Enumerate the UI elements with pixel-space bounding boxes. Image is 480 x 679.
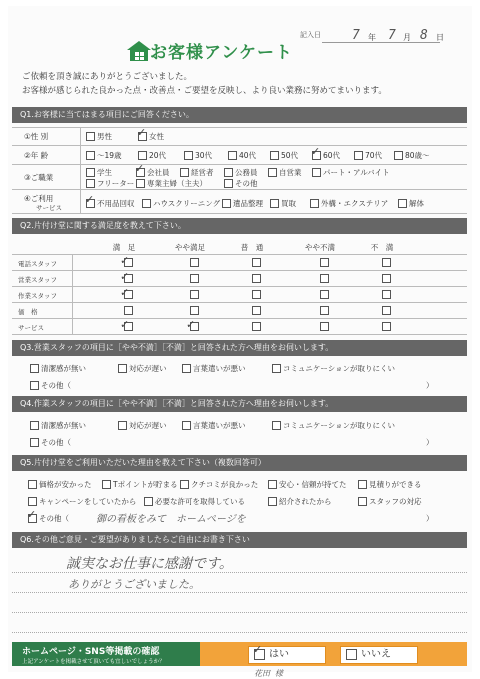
rating-checkbox[interactable] bbox=[190, 290, 199, 299]
q5-other-handwritten: 御の看板をみて ホームページを bbox=[96, 514, 246, 525]
option-service[interactable]: ハウスクリーニング bbox=[142, 198, 220, 209]
q6-comment-line-1: 誠実なお仕事に感謝です。 bbox=[66, 556, 233, 572]
rating-checkbox[interactable] bbox=[190, 306, 199, 315]
divider bbox=[12, 334, 467, 335]
q5-option[interactable]: 紹介されたから bbox=[268, 496, 332, 507]
q5-other[interactable]: その他（ bbox=[28, 513, 69, 524]
house-icon bbox=[126, 40, 152, 62]
q3-header: Q3.営業スタッフの項目に［やや不満］［不満］と回答された方へ理由をお伺いします。 bbox=[12, 340, 467, 356]
date-month-unit: 月 bbox=[403, 33, 411, 42]
divider bbox=[12, 286, 467, 287]
q3-option[interactable]: 対応が遅い bbox=[118, 363, 167, 374]
q2-row-label: 価 格 bbox=[18, 308, 38, 316]
checkbox[interactable] bbox=[30, 364, 39, 373]
option-job[interactable]: パート・アルバイト bbox=[312, 167, 390, 178]
filled-date-label: 記入日 bbox=[300, 31, 321, 39]
column-header: 満 足 bbox=[112, 243, 136, 252]
rating-checkbox[interactable] bbox=[320, 258, 329, 267]
divider bbox=[12, 213, 467, 214]
footer-title: ホームページ・SNS等掲載の確認 bbox=[22, 647, 160, 657]
checkbox[interactable] bbox=[28, 480, 37, 489]
rating-checkbox[interactable] bbox=[252, 258, 261, 267]
q5-option[interactable]: スタッフの対応 bbox=[358, 496, 422, 507]
q6-header: Q6.その他ご意見・ご要望がありましたらご自由にお書き下さい bbox=[12, 532, 467, 548]
column-header: 不 満 bbox=[370, 243, 394, 252]
divider bbox=[12, 592, 467, 593]
checkbox[interactable] bbox=[180, 480, 189, 489]
rating-checkbox[interactable] bbox=[190, 274, 199, 283]
divider bbox=[12, 612, 467, 613]
option-job[interactable]: 会社員 bbox=[136, 167, 170, 178]
rating-checkbox[interactable] bbox=[382, 322, 391, 331]
q6-comment-line-2: ありがとうございました。 bbox=[68, 578, 200, 591]
q1-service-label-2: サービス bbox=[36, 204, 62, 212]
option-job[interactable]: 専業主婦（主夫） bbox=[136, 178, 207, 189]
checkbox[interactable] bbox=[138, 151, 147, 160]
checkbox[interactable] bbox=[224, 179, 233, 188]
q5-close: ） bbox=[426, 514, 434, 523]
option-age[interactable]: 70代 bbox=[354, 150, 382, 161]
q3-option[interactable]: 言葉遣いが悪い bbox=[182, 363, 246, 374]
option-service[interactable]: 買取 bbox=[270, 198, 296, 209]
checkbox[interactable] bbox=[118, 364, 127, 373]
q2-row-label: 営業スタッフ bbox=[18, 276, 57, 284]
option-job[interactable]: その他 bbox=[224, 178, 258, 189]
checkmark-icon: ✓ bbox=[311, 145, 321, 158]
rating-checkbox[interactable] bbox=[320, 274, 329, 283]
checkbox[interactable] bbox=[30, 438, 39, 447]
option-service[interactable]: 遺品整理 bbox=[222, 198, 263, 209]
checkmark-icon: ✓ bbox=[120, 254, 130, 267]
checkbox[interactable] bbox=[28, 497, 37, 506]
option-job[interactable]: 学生 bbox=[86, 167, 112, 178]
footer-answer-panel bbox=[200, 642, 467, 666]
q4-option[interactable]: 対応が遅い bbox=[118, 420, 167, 431]
checkbox[interactable] bbox=[228, 151, 237, 160]
checkbox[interactable] bbox=[180, 168, 189, 177]
rating-checkbox[interactable] bbox=[124, 306, 133, 315]
checkbox[interactable] bbox=[270, 151, 279, 160]
checkbox[interactable] bbox=[30, 381, 39, 390]
consent-no-option[interactable]: いいえ bbox=[340, 646, 418, 664]
checkbox[interactable] bbox=[224, 168, 233, 177]
option-age[interactable]: 50代 bbox=[270, 150, 298, 161]
checkbox[interactable] bbox=[394, 151, 403, 160]
consent-yes-option[interactable]: はい bbox=[248, 646, 326, 664]
q3-option[interactable]: コミュニケーションが取りにくい bbox=[272, 363, 395, 374]
option-service[interactable]: 不用品回収 bbox=[86, 198, 135, 209]
q2-header: Q2.片付け堂に関する満足度を教えて下さい。 bbox=[12, 218, 467, 234]
q4-option[interactable]: 清潔感が無い bbox=[30, 420, 86, 431]
date-year: 7 bbox=[352, 28, 360, 43]
rating-checkbox[interactable] bbox=[252, 306, 261, 315]
checkbox[interactable] bbox=[184, 151, 193, 160]
rating-checkbox[interactable] bbox=[382, 274, 391, 283]
intro-line-2: お客様が感じられた良かった点・改善点・ご要望を反映し、より良い業務に努めてまいります。 bbox=[22, 86, 387, 96]
q4-option[interactable]: コミュニケーションが取りにくい bbox=[272, 420, 395, 431]
q3-close: ） bbox=[426, 381, 434, 390]
option-age[interactable]: 60代 bbox=[312, 150, 340, 161]
checkbox[interactable] bbox=[358, 497, 367, 506]
date-year-unit: 年 bbox=[368, 33, 376, 42]
q1-job-label: ③ご職業 bbox=[24, 173, 54, 182]
checkbox[interactable] bbox=[346, 649, 357, 660]
divider bbox=[72, 254, 73, 334]
checkbox[interactable] bbox=[310, 199, 319, 208]
checkbox[interactable] bbox=[86, 168, 95, 177]
checkmark-icon: ✓ bbox=[120, 286, 130, 299]
checkbox[interactable] bbox=[136, 179, 145, 188]
checkbox[interactable] bbox=[182, 421, 191, 430]
rating-checkbox[interactable] bbox=[382, 258, 391, 267]
divider bbox=[80, 127, 81, 213]
checkbox[interactable] bbox=[142, 199, 151, 208]
rating-checkbox[interactable] bbox=[320, 290, 329, 299]
checkmark-icon: ✓ bbox=[120, 270, 130, 283]
option-age[interactable]: 40代 bbox=[228, 150, 256, 161]
checkmark-icon: ✓ bbox=[135, 162, 145, 175]
rating-checkbox[interactable] bbox=[252, 274, 261, 283]
q4-close: ） bbox=[426, 438, 434, 447]
divider bbox=[12, 270, 467, 271]
column-header: 普 通 bbox=[240, 243, 264, 252]
rating-checkbox[interactable] bbox=[190, 258, 199, 267]
q1-service-label: ④ご利用 bbox=[24, 194, 54, 203]
checkbox[interactable] bbox=[272, 421, 281, 430]
q5-option[interactable]: 必要な許可を取得している bbox=[144, 496, 245, 507]
page-title: お客様アンケート bbox=[150, 43, 293, 63]
q1-header: Q1.お客様に当てはまる項目にご回答ください。 bbox=[12, 107, 467, 123]
option-service[interactable]: 解体 bbox=[398, 198, 424, 209]
checkbox[interactable] bbox=[354, 151, 363, 160]
q5-header: Q5.片付け堂をご利用いただいた理由を教えて下さい（複数回答可） bbox=[12, 455, 467, 471]
checkbox[interactable] bbox=[182, 364, 191, 373]
rating-checkbox[interactable] bbox=[320, 306, 329, 315]
q4-option[interactable]: 言葉遣いが悪い bbox=[182, 420, 246, 431]
checkbox[interactable] bbox=[268, 480, 277, 489]
q3-other[interactable]: その他（ bbox=[30, 380, 71, 391]
column-header: やや不満 bbox=[305, 243, 335, 252]
date-day-unit: 日 bbox=[436, 33, 444, 42]
intro-line-1: ご依頼を頂き誠にありがとうございました。 bbox=[22, 72, 193, 82]
checkbox[interactable] bbox=[86, 151, 95, 160]
signature: 花田 様 bbox=[254, 669, 283, 678]
q2-row-label: サービス bbox=[18, 324, 44, 332]
checkbox[interactable] bbox=[312, 168, 321, 177]
footer-subtitle: 上記アンケートを掲載させて頂いても宜しいでしょうか？ bbox=[22, 659, 165, 665]
checkbox[interactable] bbox=[102, 480, 111, 489]
checkbox[interactable] bbox=[268, 497, 277, 506]
checkmark-icon: ✓ bbox=[27, 508, 37, 521]
checkbox[interactable] bbox=[86, 179, 95, 188]
option-male[interactable]: 男性 bbox=[86, 131, 112, 142]
q5-option[interactable]: 安心・信頼が持てた bbox=[268, 479, 347, 490]
checkmark-icon: ✓ bbox=[186, 318, 196, 331]
footer-consent-panel bbox=[12, 642, 200, 666]
checkmark-icon: ✓ bbox=[137, 126, 147, 139]
divider bbox=[12, 632, 467, 633]
q5-option[interactable]: キャンペーンをしていたから bbox=[28, 496, 136, 507]
option-job[interactable]: 公務員 bbox=[224, 167, 258, 178]
checkbox[interactable] bbox=[358, 480, 367, 489]
q4-header: Q4.作業スタッフの項目に［やや不満］［不満］と回答された方へ理由をお伺いします。 bbox=[12, 396, 467, 412]
checkbox[interactable] bbox=[272, 364, 281, 373]
checkbox[interactable] bbox=[118, 421, 127, 430]
q4-other[interactable]: その他（ bbox=[30, 437, 71, 448]
q5-option[interactable]: 見積りができる bbox=[358, 479, 422, 490]
option-job[interactable]: 経営者 bbox=[180, 167, 214, 178]
option-age[interactable]: ～19歳 bbox=[86, 150, 122, 161]
q3-option[interactable]: 清潔感が無い bbox=[30, 363, 86, 374]
option-age[interactable]: 30代 bbox=[184, 150, 212, 161]
q5-option[interactable]: 価格が安かった bbox=[28, 479, 92, 490]
divider bbox=[12, 318, 467, 319]
q2-row-label: 電話スタッフ bbox=[18, 260, 57, 268]
checkbox[interactable] bbox=[30, 421, 39, 430]
date-day: 8 bbox=[420, 28, 428, 43]
checkbox[interactable] bbox=[268, 168, 277, 177]
q5-option[interactable]: クチコミが良かった bbox=[180, 479, 258, 490]
rating-checkbox[interactable] bbox=[382, 306, 391, 315]
rating-checkbox[interactable] bbox=[320, 322, 329, 331]
checkbox[interactable] bbox=[144, 497, 153, 506]
checkbox[interactable] bbox=[222, 199, 231, 208]
checkbox[interactable] bbox=[270, 199, 279, 208]
rating-checkbox[interactable] bbox=[382, 290, 391, 299]
rating-checkbox[interactable] bbox=[252, 322, 261, 331]
divider bbox=[12, 302, 467, 303]
q1-age-label: ②年 齢 bbox=[24, 151, 49, 160]
q1-gender-label: ①性 別 bbox=[24, 132, 49, 141]
option-job[interactable]: 自営業 bbox=[268, 167, 302, 178]
option-age[interactable]: 80歳～ bbox=[394, 150, 430, 161]
checkmark-icon: ✓ bbox=[120, 318, 130, 331]
checkmark-icon: ✓ bbox=[253, 643, 263, 656]
rating-checkbox[interactable] bbox=[252, 290, 261, 299]
divider bbox=[12, 254, 467, 255]
option-female[interactable]: 女性 bbox=[138, 131, 164, 142]
checkbox[interactable] bbox=[86, 132, 95, 141]
checkmark-icon: ✓ bbox=[85, 193, 95, 206]
q2-row-label: 作業スタッフ bbox=[18, 292, 57, 300]
option-age[interactable]: 20代 bbox=[138, 150, 166, 161]
option-service[interactable]: 外構・エクステリア bbox=[310, 198, 388, 209]
q5-option[interactable]: Tポイントが貯まる bbox=[102, 479, 178, 490]
column-header: やや満足 bbox=[175, 243, 205, 252]
option-job[interactable]: フリーター bbox=[86, 178, 134, 189]
date-month: 7 bbox=[388, 28, 396, 43]
checkbox[interactable] bbox=[398, 199, 407, 208]
